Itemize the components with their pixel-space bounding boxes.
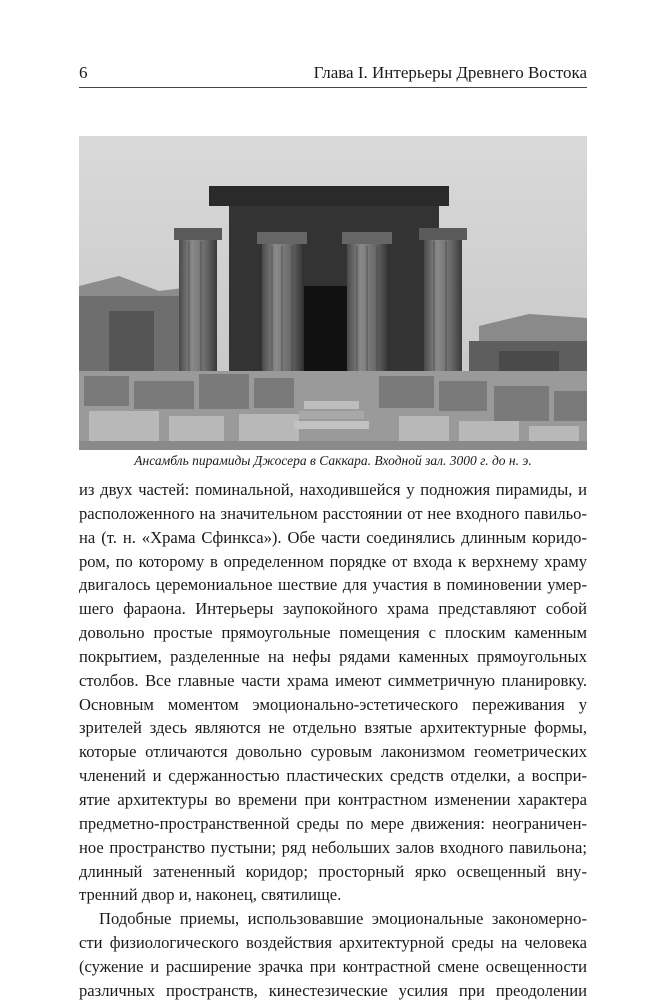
text-line: сти физиологического воздействия архитектурной среды на человека bbox=[79, 933, 587, 953]
text-line: предметно-пространственной среды по мере движения: неограничен- bbox=[79, 813, 587, 833]
text-line: Подобные приемы, использовавшие эмоциональные закономерно- bbox=[99, 909, 587, 929]
text-line: ятие архитектуры во времени при контрастном изменении характера bbox=[79, 789, 587, 809]
text-line: ное пространство пустыни; ряд небольших залов входного павильона; bbox=[79, 837, 587, 857]
temple-photograph bbox=[79, 136, 587, 450]
text-line: длинный затененный коридор; просторный ярко освещенный вну- bbox=[79, 861, 587, 881]
text-line: Основным моментом эмоционально-эстетического переживания у bbox=[79, 694, 587, 714]
header-rule bbox=[79, 87, 587, 88]
text-line: из двух частей: поминальной, находившейся у подножия пирамиды, и bbox=[79, 480, 587, 499]
temple-photo-illustration bbox=[79, 136, 587, 450]
text-line: покрытием, разделенные на нефы рядами каменных прямоугольных bbox=[79, 646, 587, 666]
text-line: на (т. н. «Храма Сфинкса»). Обе части соединялись длинным коридо- bbox=[79, 527, 587, 547]
text-line: тренний двор и, наконец, святилище. bbox=[79, 885, 342, 905]
text-line: двигалось церемониальное шествие для участия в поминовении умер- bbox=[79, 575, 587, 595]
page-header bbox=[79, 63, 587, 85]
text-line: зрителей здесь являются не отдельно взятые архитектурные формы, bbox=[79, 718, 587, 738]
page-number: 6 bbox=[79, 63, 88, 82]
text-line: столбов. Все главные части храма имеют симметричную планировку. bbox=[79, 670, 587, 690]
text-line: ром, по которому в определенном порядке от входа к верхнему храму bbox=[79, 551, 587, 571]
text-line: различных пространств, кинестезические усилия при преодолении bbox=[79, 980, 587, 1000]
text-line: членений и сдержанностью пластических средств отделки, а воспри- bbox=[79, 766, 587, 786]
text-line: шего фараона. Интерьеры заупокойного храма представляют собой bbox=[79, 599, 587, 619]
body-text bbox=[79, 478, 587, 1003]
figure-caption: Ансамбль пирамиды Джосера в Саккара. Входной зал. 3000 г. до н. э. bbox=[134, 453, 532, 468]
text-line: которые отличаются довольно суровым лаконизмом геометрических bbox=[79, 742, 587, 762]
text-line: (сужение и расширение зрачка при контрастной смене освещенности bbox=[79, 956, 587, 976]
text-line: довольно простые прямоугольные помещения с плоским каменным bbox=[79, 623, 587, 643]
text-line: расположенного на значительном расстоянии от нее входного павильо- bbox=[79, 503, 587, 523]
running-head: Глава I. Интерьеры Древнего Востока bbox=[313, 63, 587, 82]
